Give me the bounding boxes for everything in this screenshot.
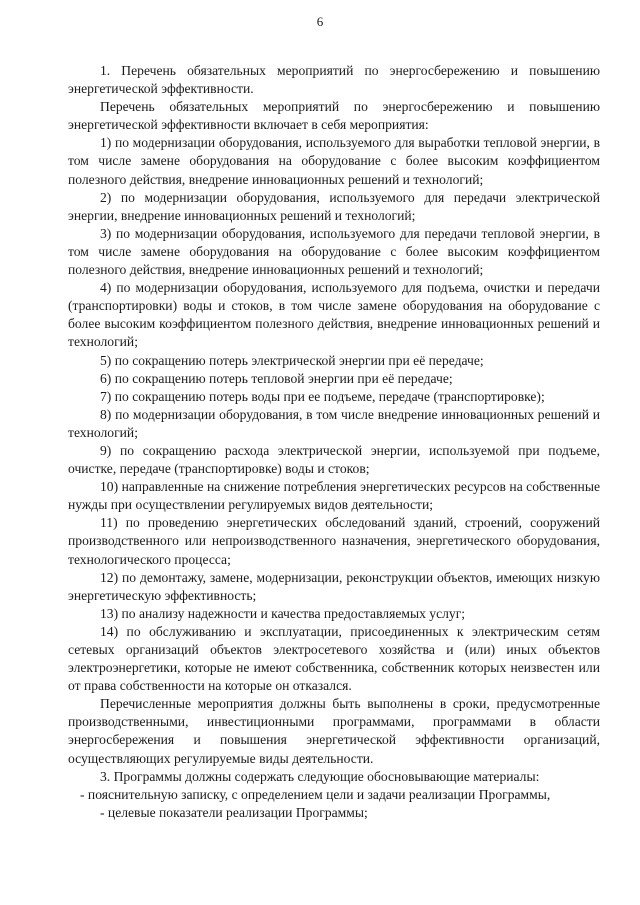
list-item-7: 7) по сокращению потерь воды при ее подъеме, передаче (транспортировке);: [100, 388, 545, 404]
list-item-13: 13) по анализу надежности и качества предоставляемых услуг;: [100, 605, 466, 621]
list-item-3: 3) по модернизации оборудования, используемого для передачи тепловой энергии, в том числе замене оборудования на оборудование с более высоким коэффициентом полезного действия, внедрение инновационных решений и технологий;: [68, 225, 600, 278]
dash-item-target-indicators: - целевые показатели реализации Программы;: [100, 804, 368, 820]
list-item-10: 10) направленные на снижение потребления энергетических ресурсов на собственные нужды при осуществлении регулируемых видов деятельности;: [68, 479, 600, 513]
section-heading-1: 1. Перечень обязательных мероприятий по энергосбережению и повышению энергетической эффективности.: [68, 63, 600, 97]
page-number: 6: [316, 14, 324, 29]
section-heading-3: 3. Программы должны содержать следующие обосновывающие материалы:: [100, 768, 540, 784]
list-item-8: 8) по модернизации оборудования, в том числе внедрение инновационных решений и технологий;: [68, 406, 600, 440]
dash-item-explanatory-note: - пояснительную записку, с определением цели и задачи реализации Программы,: [80, 786, 551, 802]
list-item-12: 12) по демонтажу, замене, модернизации, реконструкции объектов, имеющих низкую энергетическую эффективность;: [68, 569, 600, 603]
list-item-2: 2) по модернизации оборудования, используемого для передачи электрической энергии, внедрение инновационных решений и технологий;: [68, 189, 600, 223]
list-item-1: 1) по модернизации оборудования, используемого для выработки тепловой энергии, в том числе замене оборудования на оборудование с более высоким коэффициентом полезного действия, внедрение инновационных решений и технологий;: [68, 135, 600, 187]
list-item-5: 5) по сокращению потерь электрической энергии при её передаче;: [100, 352, 484, 368]
intro-paragraph: Перечень обязательных мероприятий по энергосбережению и повышению энергетической эффективности включает в себя мероприятия:: [68, 99, 600, 133]
deadline-paragraph: Перечисленные мероприятия должны быть выполнены в сроки, предусмотренные производственными, инвестиционными программами, программами в области энергосбережения и повышения энергетической эффективности организаций, осуществляющих регулируемые виды деятельности.: [68, 696, 600, 766]
list-item-9: 9) по сокращению расхода электрической энергии, используемой при подъеме, очистке, передаче (транспортировке) воды и стоков;: [68, 442, 600, 477]
list-item-6: 6) по сокращению потерь тепловой энергии при её передаче;: [100, 370, 453, 386]
list-item-14: 14) по обслуживанию и эксплуатации, присоединенных к электрическим сетям сетевых организаций объектов электросетевого хозяйства и (или) иных объектов электроэнергетики, которые не имеют собственника, собственник которых неизвестен или от права собственности на которые он отказался.: [68, 623, 600, 694]
list-item-4: 4) по модернизации оборудования, используемого для подъема, очистки и передачи (транспортировки) воды и стоков, в том числе замене оборудования на оборудование с более высоким коэффициентом полезного действия, внедрение инновационных решений и технологий;: [68, 280, 600, 350]
list-item-11: 11) по проведению энергетических обследований зданий, строений, сооружений производственного или непроизводственного назначения, энергетического оборудования, технологического процесса;: [68, 515, 600, 567]
document-body: [68, 62, 600, 822]
